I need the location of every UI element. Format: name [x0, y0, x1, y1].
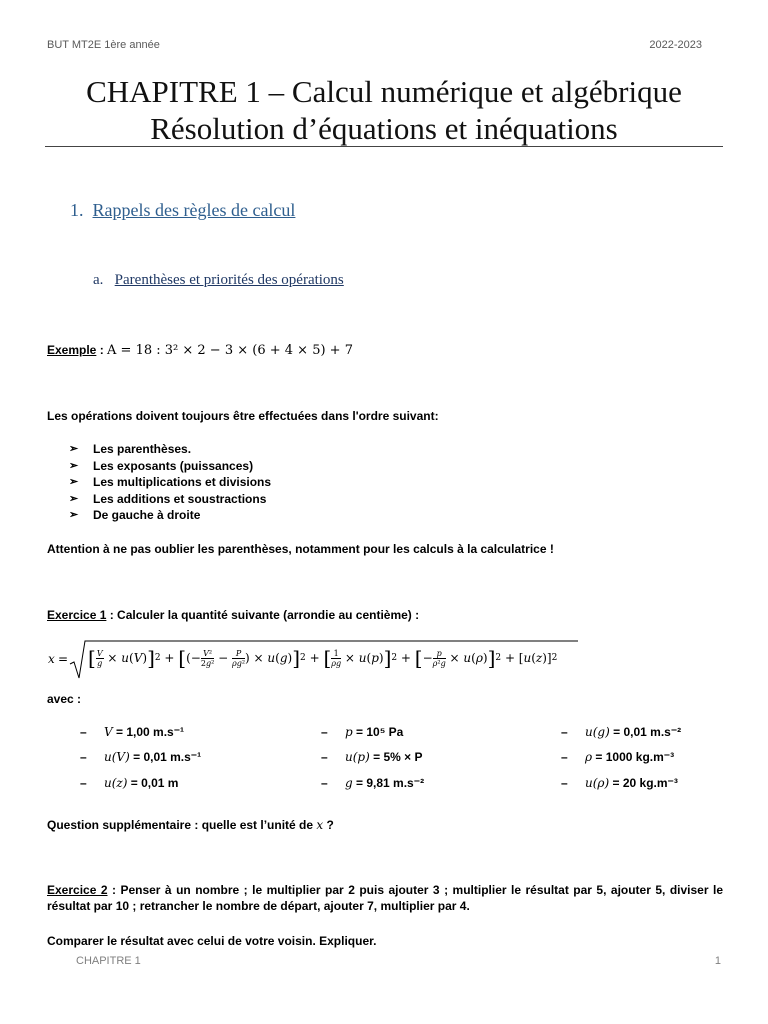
exercice-2-text: : Penser à un nombre ; le multiplier par 2 puis ajouter 3 ; multiplier le résultat par 5, ajouter 5, diviser le résultat par 10 ; retrancher le nombre de départ, ajouter 7, multiplier par 4.	[47, 883, 723, 913]
uncertainty-formula: x = [ $\frac{V}{g}$ × u(V) ] 2 + [ (− $\frac{\text{V²}}{\text{2g²}}$ − $\frac{P}{\text{ρg²}}$ ) × u(g) ] 2 + [ $\frac{1}{\rho g}$ × u(p) ] 2 + [ − $\frac{p}{\text{ρ²g}}$ × u(ρ) ] 2 + [u(z)] 2	[48, 638, 588, 682]
variable-p: p = 10⁵ Pa	[345, 725, 404, 739]
list-item: ➢ De gauche à droite	[69, 508, 201, 522]
example-label: Exemple	[47, 343, 97, 357]
avec-label: avec :	[47, 692, 82, 706]
variable-rho: ρ = 1000 kg.m⁻³	[585, 750, 675, 764]
subsection-a-title: Parenthèses et priorités des opérations	[114, 272, 344, 288]
arrow-bullet-icon: ➢	[69, 476, 79, 488]
variable-uz: u(z) = 0,01 m	[104, 776, 179, 790]
variable-V: V = 1,00 m.s⁻¹	[104, 725, 185, 739]
dash-bullet: –	[321, 750, 328, 764]
supplementary-question: Question supplémentaire : quelle est l’unité de x ?	[47, 818, 334, 832]
dash-bullet: –	[321, 725, 328, 739]
dash-bullet: –	[80, 725, 87, 739]
exercice-1-text: : Calculer la quantité suivante (arrondie au centième) :	[106, 608, 420, 622]
list-item: ➢ Les additions et soustractions	[69, 491, 267, 506]
order-intro: Les opérations doivent toujours être effectuées dans l'ordre suivant:	[47, 409, 439, 423]
order-list	[47, 441, 447, 524]
arrow-bullet-icon: ➢	[69, 492, 79, 505]
section-1-heading	[70, 200, 295, 221]
arrow-bullet-icon: ➢	[69, 509, 79, 521]
arrow-bullet-icon: ➢	[69, 443, 79, 455]
section-1-title: Rappels des règles de calcul	[92, 200, 296, 220]
exercice-2-statement	[47, 882, 723, 914]
list-item: ➢ Les exposants (puissances)	[69, 458, 254, 473]
title-line-2: Résolution d’équations et inéquations	[150, 111, 618, 146]
variable-uV: u(V) = 0,01 m.s⁻¹	[104, 750, 202, 764]
title-rule	[45, 146, 723, 147]
variable-g: g = 9,81 m.s⁻²	[345, 776, 425, 790]
dash-bullet: –	[321, 776, 328, 790]
attention-note: Attention à ne pas oublier les parenthèses, notamment pour les calculs à la calculatrice !	[47, 542, 554, 556]
header-right: 2022-2023	[649, 39, 702, 51]
exercice-1-statement	[47, 607, 419, 623]
example-expression: A = 18 : 3² × 2 − 3 × (6 + 4 × 5) + 7	[107, 343, 353, 358]
page-number: 1	[714, 955, 721, 967]
dash-bullet: –	[561, 776, 568, 790]
example-sep: :	[96, 343, 108, 357]
arrow-bullet-icon: ➢	[69, 459, 79, 472]
subsection-a-heading	[93, 272, 344, 289]
variable-up: u(p) = 5% × P	[345, 750, 423, 764]
header-left: BUT MT2E 1ère année	[47, 39, 160, 51]
variable-urho: u(ρ) = 20 kg.m⁻³	[585, 776, 678, 790]
dash-bullet: –	[80, 750, 87, 764]
list-item: ➢ Les parenthèses.	[69, 442, 192, 456]
example-line	[47, 342, 353, 359]
footer-chapter: CHAPITRE 1	[76, 955, 141, 967]
compare-instruction: Comparer le résultat avec celui de votre voisin. Expliquer.	[47, 934, 377, 948]
list-item: ➢ Les multiplications et divisions	[69, 475, 272, 489]
section-1-number: 1.	[70, 200, 84, 220]
subsection-a-letter: a.	[93, 272, 104, 288]
title-line-1: CHAPITRE 1 – Calcul numérique et algébrique	[86, 74, 682, 109]
exercice-1-label: Exercice 1	[47, 608, 107, 622]
dash-bullet: –	[561, 725, 568, 739]
dash-bullet: –	[561, 750, 568, 764]
variable-ug: u(g) = 0,01 m.s⁻²	[585, 725, 682, 739]
dash-bullet: –	[80, 776, 87, 790]
exercice-2-label: Exercice 2	[47, 883, 108, 897]
